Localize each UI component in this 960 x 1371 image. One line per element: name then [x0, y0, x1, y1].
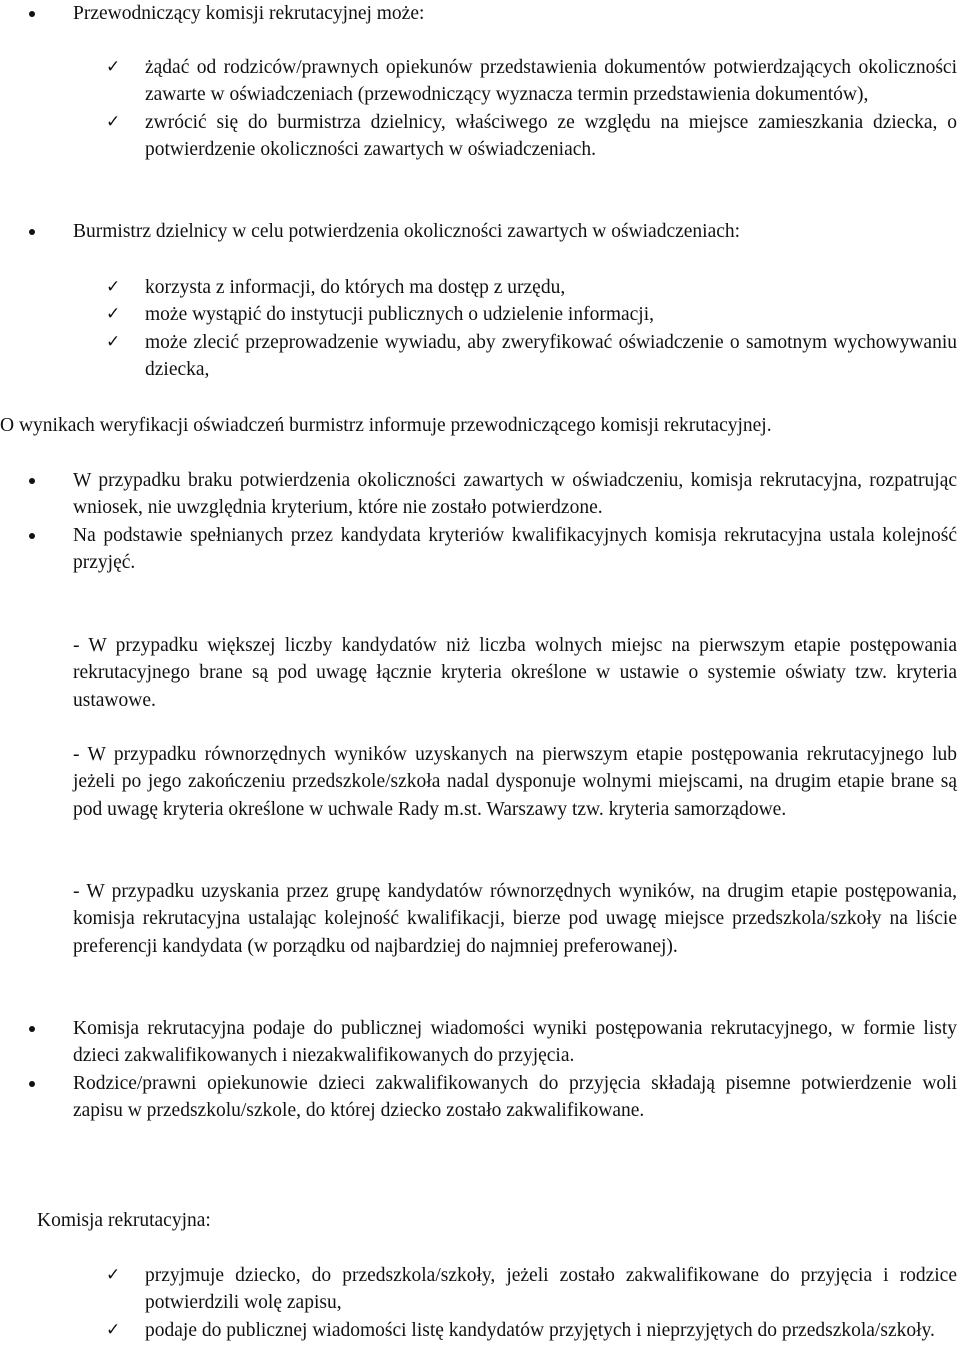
section-chairman [0, 0, 960, 27]
check-icon: ✓ [106, 57, 121, 77]
bullet-dot-icon [29, 478, 35, 484]
check-item [0, 329, 960, 384]
check-item [0, 301, 960, 328]
checklist-chairman [0, 54, 960, 164]
section-heading: Burmistrz dzielnicy w celu potwierdzenia okoliczności zawartych w oświadczeniach: [73, 221, 741, 242]
bullet-item-text: Rodzice/prawni opiekunowie dzieci zakwalifikowanych do przyjęcia składają pisemne potwierdzenie woli zapisu w przedszkolu/szkole, do której dziecko zostało zakwalifikowane. [73, 1072, 957, 1122]
paragraph-statutory-criteria: - W przypadku większej liczby kandydatów niż liczba wolnych miejsc na pierwszym etapie postępowania rekrutacyjnego brane są pod uwagę łącznie kryteria określone w ustawie o systemie oświaty tzw. kryteria ustawowe. [73, 635, 957, 711]
bullet-item [0, 218, 960, 245]
paragraph-preferences: - W przypadku uzyskania przez grupę kandydatów równorzędnych wyników, na drugim etapie postępowania, komisja rekrutacyjna ustalając kolejność kwalifikacji, bierze pod uwagę miejsce przedszkola/szkoły na liście preferencji kandydata (w porządku od najbardziej do najmniej preferowanej). [73, 881, 957, 957]
checklist-committee [0, 1262, 960, 1344]
check-item-text: przyjmuje dziecko, do przedszkola/szkoły, jeżeli zostało zakwalifikowane do przyjęcia i rodzice potwierdzili wolę zapisu, [145, 1265, 957, 1314]
check-item-text: może zlecić przeprowadzenie wywiadu, aby zweryfikować oświadczenie o samotnym wychowywaniu dziecka, [145, 331, 957, 381]
check-item-text: zwrócić się do burmistrza dzielnicy, właściwego ze względu na miejsce zamieszkania dziecka, o potwierdzenie okoliczności zawartych w oświadczeniach. [145, 111, 957, 161]
paragraph-local-criteria: - W przypadku równorzędnych wyników uzyskanych na pierwszym etapie postępowania rekrutacyjnego lub jeżeli po jego zakończeniu przedszkole/szkoła nadal dysponuje wolnymi miejscami, na drugim etapie brane są pod uwagę kryteria określone w uchwale Rady m.st. Warszawy tzw. kryteria samorządowe. [73, 744, 957, 820]
check-icon: ✓ [106, 304, 121, 325]
check-item [0, 1317, 960, 1344]
section-heading: Przewodniczący komisji rekrutacyjnej może: [73, 3, 425, 24]
bullet-item-text: W przypadku braku potwierdzenia okoliczności zawartych w oświadczeniu, komisja rekrutacyjna, rozpatrując wniosek, nie uwzględnia kryterium, które nie zostało potwierdzone. [73, 470, 957, 519]
check-item [0, 109, 960, 164]
bullet-item [0, 467, 960, 522]
bullet-dot-icon [29, 11, 35, 17]
section-mayor [0, 218, 960, 245]
check-icon: ✓ [106, 1319, 121, 1340]
check-item-text: żądać od rodziców/prawnych opiekunów przedstawienia dokumentów potwierdzających okoliczności zawarte w oświadczeniach (przewodniczący wyznacza termin przedstawienia dokumentów), [145, 57, 957, 106]
committee-heading: Komisja rekrutacyjna: [37, 1210, 211, 1231]
check-item [0, 274, 960, 301]
verification-note: O wynikach weryfikacji oświadczeń burmistrz informuje przewodniczącego komisji rekrutacyjnej. [0, 415, 772, 436]
bullet-item [0, 0, 960, 27]
bullet-dot-icon [29, 1081, 35, 1087]
bullet-item-text: Na podstawie spełnianych przez kandydata kryteriów kwalifikacyjnych komisja rekrutacyjna ustala kolejność przyjęć. [73, 524, 957, 574]
check-item [0, 1262, 960, 1317]
bullet-dot-icon [29, 1026, 35, 1032]
check-icon: ✓ [106, 111, 121, 132]
bullet-item-text: Komisja rekrutacyjna podaje do publicznej wiadomości wyniki postępowania rekrutacyjnego, w formie listy dzieci zakwalifikowanych i niezakwalifikowanych do przyjęcia. [73, 1018, 957, 1067]
bullet-item [0, 1070, 960, 1125]
check-item-text: podaje do publicznej wiadomości listę kandydatów przyjętych i nieprzyjętych do przedszkola/szkoły. [145, 1319, 935, 1341]
check-icon: ✓ [106, 277, 121, 297]
check-icon: ✓ [106, 1265, 121, 1285]
check-item-text: może wystąpić do instytucji publicznych o udzielenie informacji, [145, 304, 655, 326]
check-icon: ✓ [106, 331, 121, 352]
bullet-dot-icon [29, 533, 35, 539]
bullet-list-a [0, 467, 960, 577]
check-item [0, 54, 960, 109]
bullet-item [0, 522, 960, 577]
bullet-list-b [0, 1015, 960, 1125]
checklist-mayor [0, 274, 960, 384]
bullet-dot-icon [29, 229, 35, 235]
bullet-item [0, 1015, 960, 1070]
check-item-text: korzysta z informacji, do których ma dostęp z urzędu, [145, 277, 566, 298]
